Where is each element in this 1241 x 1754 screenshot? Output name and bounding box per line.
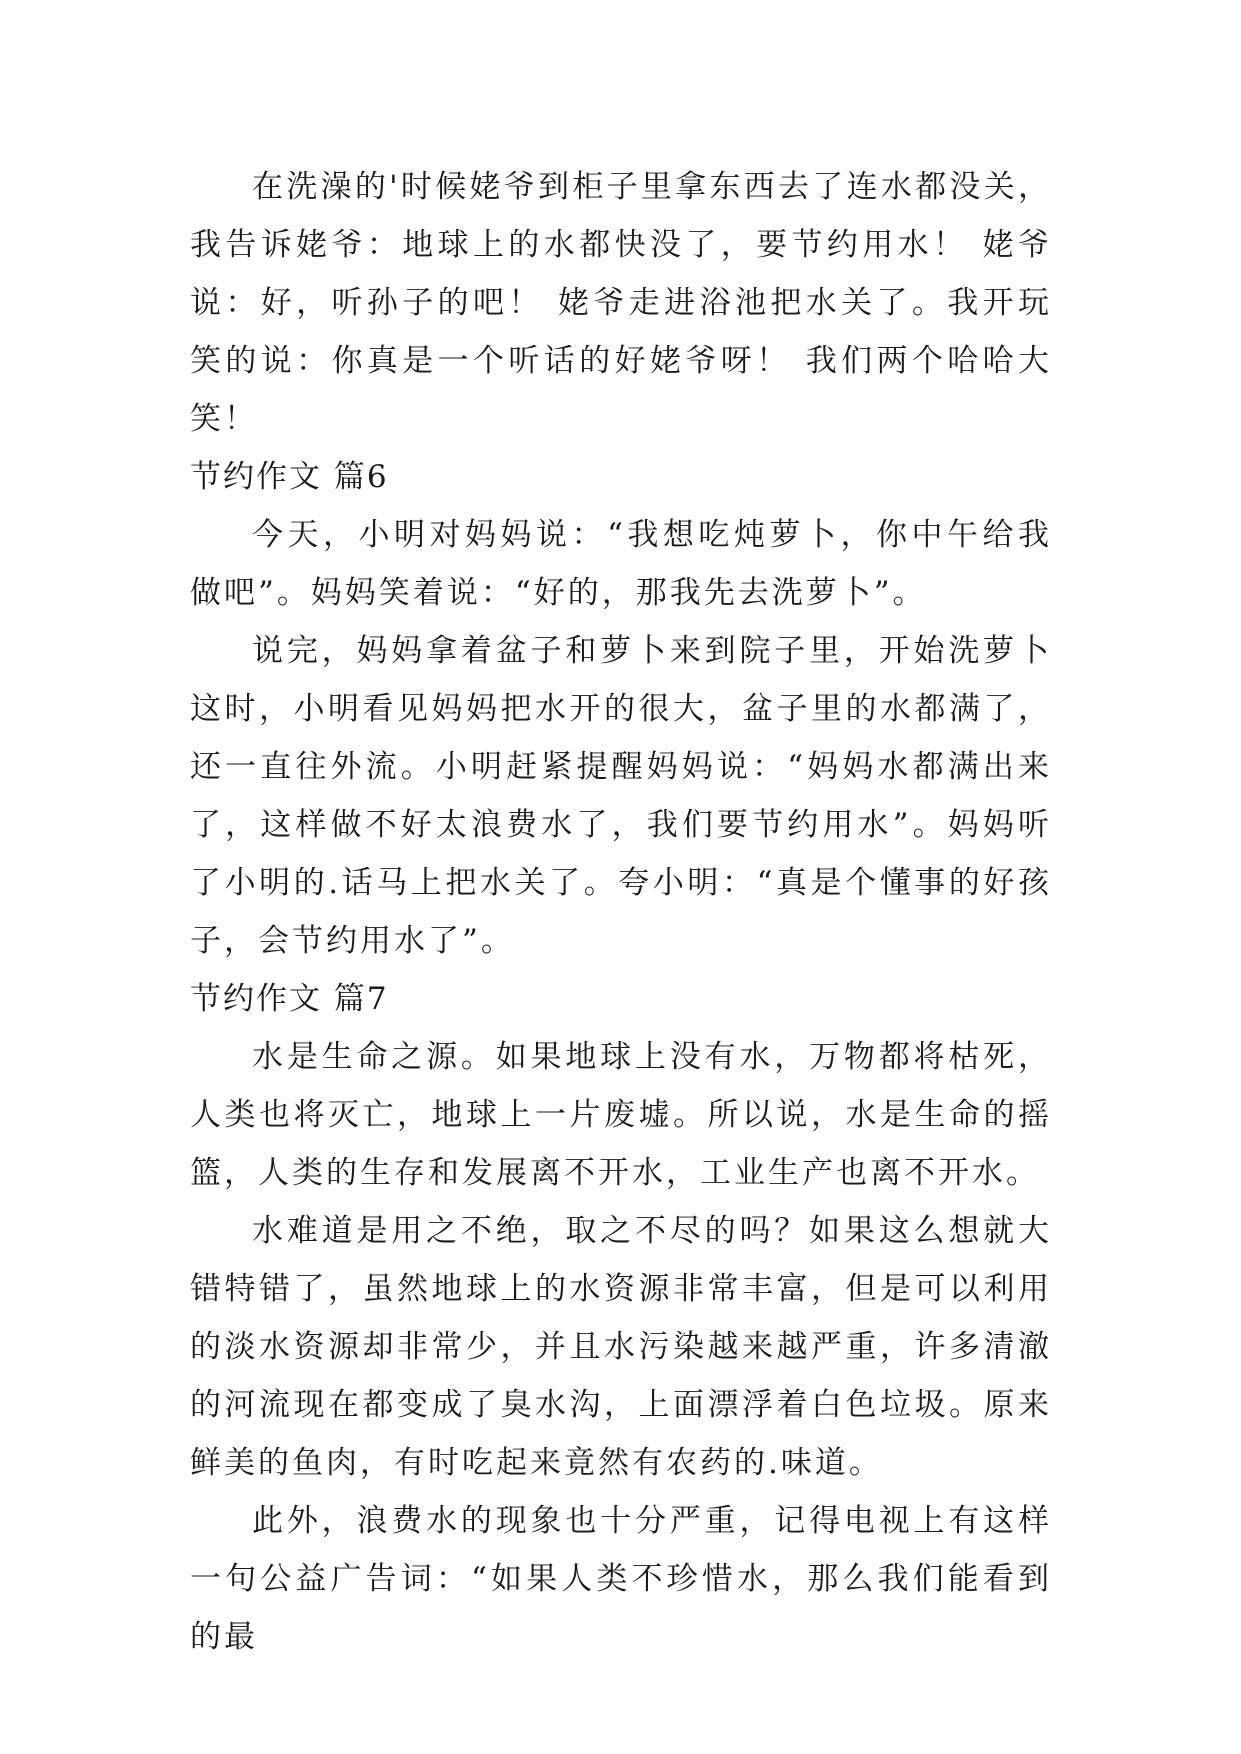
section-heading-7: 节约作文 篇7: [190, 981, 389, 1017]
paragraph: 在洗澡的'时候姥爷到柜子里拿东西去了连水都没关，我告诉姥爷：地球上的水都快没了，要节约用水！ 姥爷说：好，听孙子的吧！ 姥爷走进浴池把水关了。我开玩笑的说：你真是一个听话的好姥爷呀！ 我们两个哈哈大笑！: [190, 169, 1052, 437]
document-body: [190, 158, 1052, 1666]
paragraph: 水难道是用之不绝，取之不尽的吗？如果这么想就大错特错了，虽然地球上的水资源非常丰富，但是可以利用的淡水资源却非常少，并且水污染越来越严重，许多清澈的河流现在都变成了臭水沟，上面漂浮着白色垃圾。原来鲜美的鱼肉，有时吃起来竟然有农药的.味道。: [190, 1213, 1052, 1481]
paragraph: 说完，妈妈拿着盆子和萝卜来到院子里，开始洗萝卜这时，小明看见妈妈把水开的很大，盆子里的水都满了，还一直往外流。小明赶紧提醒妈妈说：“妈妈水都满出来了，这样做不好太浪费水了，我们要节约用水”。妈妈听了小明的.话马上把水关了。夸小明：“真是个懂事的好孩子，会节约用水了”。: [190, 633, 1052, 959]
paragraph: 水是生命之源。如果地球上没有水，万物都将枯死，人类也将灭亡，地球上一片废墟。所以说，水是生命的摇篮，人类的生存和发展离不开水，工业生产也离不开水。: [190, 1039, 1052, 1191]
paragraph: 此外，浪费水的现象也十分严重，记得电视上有这样一句公益广告词：“如果人类不珍惜水，那么我们能看到的最: [190, 1503, 1052, 1655]
paragraph: 今天，小明对妈妈说：“我想吃炖萝卜，你中午给我做吧”。妈妈笑着说：“好的，那我先去洗萝卜”。: [190, 517, 1052, 611]
section-heading-6: 节约作文 篇6: [190, 459, 389, 495]
